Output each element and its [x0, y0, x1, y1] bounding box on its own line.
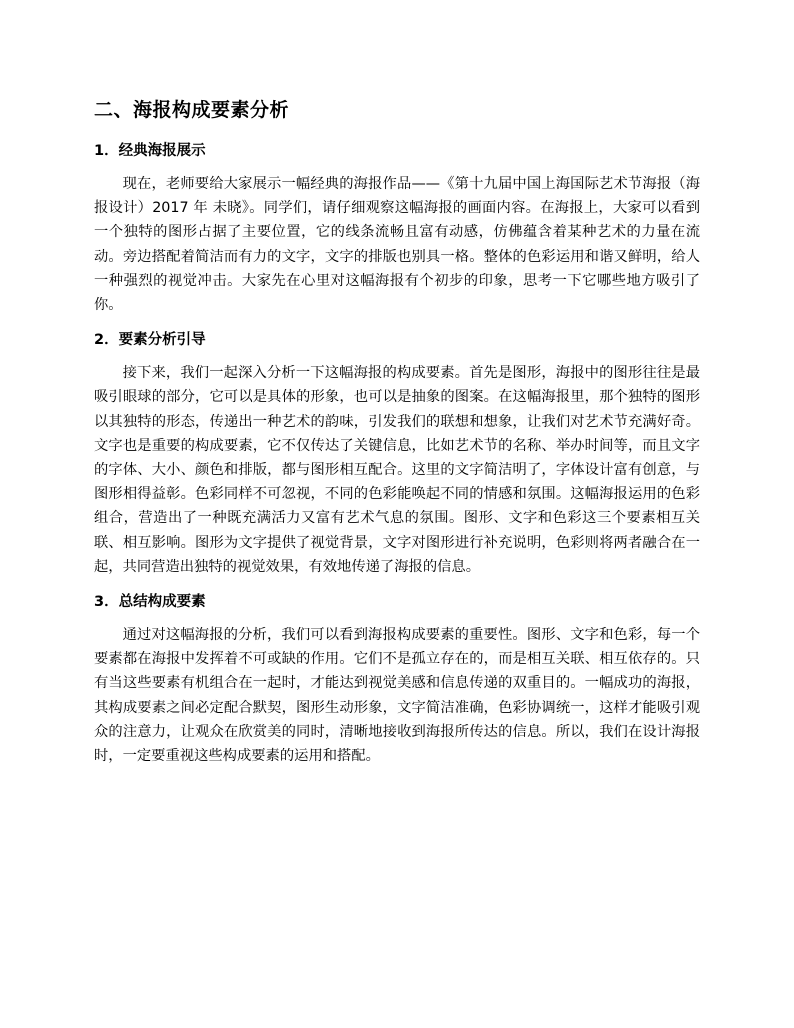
- paragraph: 通过对这幅海报的分析，我们可以看到海报构成要素的重要性。图形、文字和色彩，每一个要素都在海报中发挥着不可或缺的作用。它们不是孤立存在的，而是相互关联、相互依存的。只有当这些要素有机组合在一起时，才能达到视觉美感和信息传递的双重目的。一幅成功的海报，其构成要素之间必定配合默契，图形生动形象，文字简洁准确，色彩协调统一，这样才能吸引观众的注意力，让观众在欣赏美的同时，清晰地接收到海报所传达的信息。所以，我们在设计海报时，一定要重视这些构成要素的运用和搭配。: [94, 627, 700, 765]
- subsection-title: 1．经典海报展示: [94, 143, 206, 159]
- subsection-summary: [94, 591, 700, 768]
- subsection-title: 3．总结构成要素: [94, 594, 206, 611]
- subsection-title: 2．要素分析引导: [94, 332, 206, 349]
- section-heading: 二、海报构成要素分析: [94, 99, 290, 121]
- subsection-analysis: [94, 329, 700, 579]
- document-content: [94, 96, 700, 780]
- paragraph: 接下来，我们一起深入分析一下这幅海报的构成要素。首先是图形，海报中的图形往往是最吸引眼球的部分，它可以是具体的形象，也可以是抽象的图案。在这幅海报里，那个独特的图形以其独特的形态，传递出一种艺术的韵味，引发我们的联想和想象，让我们对艺术节充满好奇。文字也是重要的构成要素，它不仅传达了关键信息，比如艺术节的名称、举办时间等，而且文字的字体、大小、颜色和排版，都与图形相互配合。这里的文字简洁明了，字体设计富有创意，与图形相得益彰。色彩同样不可忽视，不同的色彩能唤起不同的情感和氛围。这幅海报运用的色彩组合，营造出了一种既充满活力又富有艺术气息的氛围。图形、文字和色彩这三个要素相互关联、相互影响。图形为文字提供了视觉背景，文字对图形进行补充说明，色彩则将两者融合在一起，共同营造出独特的视觉效果，有效地传递了海报的信息。: [94, 365, 700, 575]
- subsection-showcase: [94, 140, 700, 317]
- paragraph: 现在，老师要给大家展示一幅经典的海报作品——《第十九届中国上海国际艺术节海报（海报设计）2017 年 未晓》。同学们，请仔细观察这幅海报的画面内容。在海报上，大家可以看到一个独特的图形占据了主要位置，它的线条流畅且富有动感，仿佛蕴含着某种艺术的力量在流动。旁边搭配着简洁而有力的文字，文字的排版也别具一格。整体的色彩运用和谐又鲜明，给人一种强烈的视觉冲击。大家先在心里对这幅海报有个初步的印象，思考一下它哪些地方吸引了你。: [94, 176, 700, 314]
